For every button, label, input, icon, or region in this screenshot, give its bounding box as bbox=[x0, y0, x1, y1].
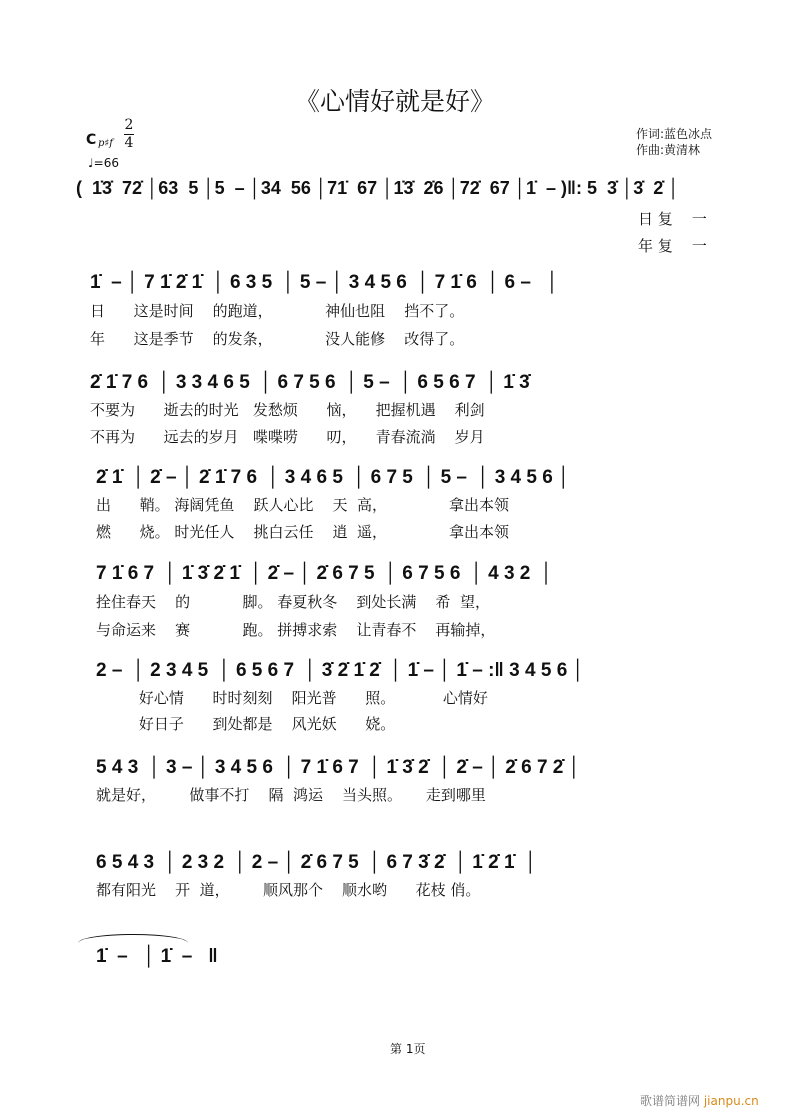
time-signature bbox=[124, 118, 134, 151]
lyrics-verse-1: 出 鞘。 海阔凭鱼 跃人心比 天 高， 拿出本领 bbox=[96, 496, 510, 514]
notes: ( 1̇3̇ 72̇ │63 5 │5 – │34 56 │71̇ 67 │1̇3̇ 2̇6 │72̇ 67 │1̇ – )‖: 5 3̇ │3̇ 2̇ │ bbox=[76, 178, 680, 198]
lyrics-verse-1: 都有阳光 开 道， 顺风那个 顺水哟 花枝 俏。 bbox=[96, 881, 481, 899]
key-annotation: p♯f bbox=[98, 138, 113, 149]
lyrics-verse-1: 拴住春天 的 脚。 春夏秋冬 到处长满 希 望， bbox=[96, 593, 490, 611]
key-signature: C bbox=[86, 132, 97, 148]
tempo-marking: ♩=66 bbox=[88, 156, 119, 170]
lyrics-verse-1: 就是好， 做事不打 隔 鸿运 当头照。 走到哪里 bbox=[96, 786, 486, 804]
lyrics-verse-2: 好日子 到处都是 风光妖 娆。 bbox=[96, 715, 396, 733]
tie-arc bbox=[78, 934, 188, 943]
notes: 6 5 4 3 │ 2 3 2 │ 2 – │ 2̇ 6 7 5 │ 6 7 3̇ 2̇ │ 1̇ 2̇ 1̇ │ bbox=[96, 852, 537, 873]
score-meta bbox=[86, 118, 156, 174]
lyrics-verse-1: 日 复 一 bbox=[638, 210, 707, 228]
notes: 7 1̇ 6 7 │ 1̇ 3̇ 2̇ 1̇ │ 2̇ – │ 2̇ 6 7 5 │ 6 7 5 6 │ 4 3 2 │ bbox=[96, 563, 553, 584]
lyrics-verse-1: 日 这是时间 的跑道， 神仙也阻 挡不了。 bbox=[90, 302, 465, 320]
notes: 2̇ 1̇ │ 2̇ – │ 2̇ 1̇ 7 6 │ 3 4 6 5 │ 6 7 5 │ 5 – │ 3 4 5 6 │ bbox=[96, 467, 570, 488]
time-signature-top: 2 bbox=[124, 117, 134, 133]
lyricist-credit: 作词:蓝色冰点 bbox=[636, 127, 713, 141]
watermark-en: jianpu.cn bbox=[703, 1094, 759, 1108]
lyrics-verse-2: 年 复 一 bbox=[638, 237, 707, 255]
lyrics-verse-2: 与命运来 赛 跑。 拼搏求索 让青春不 再输掉， bbox=[96, 621, 496, 639]
time-signature-bottom: 4 bbox=[124, 135, 134, 151]
notes: 1̇ – │ 7 1̇ 2̇ 1̇ │ 6 3 5 │ 5 – │ 3 4 5 6 │ 7 1̇ 6 │ 6 – │ bbox=[90, 272, 559, 293]
notes: 2 – │ 2 3 4 5 │ 6 5 6 7 │ 3̇ 2̇ 1̇ 2̇ │ 1̇ – │ 1̇ – :‖ 3 4 5 6 │ bbox=[96, 660, 585, 681]
lyrics-verse-2: 燃 烧。 时光任人 挑白云任 逍 遥， 拿出本领 bbox=[96, 523, 510, 541]
lyrics-verse-1: 不要为 逝去的时光 发愁烦 恼， 把握机遇 利剑 bbox=[90, 401, 485, 419]
watermark bbox=[640, 1092, 759, 1109]
notes: 5 4 3 │ 3 – │ 3 4 5 6 │ 7 1̇ 6 7 │ 1̇ 3̇ 2̇ │ 2̇ – │ 2̇ 6 7 2̇ │ bbox=[96, 757, 581, 778]
page-number: 第 1页 bbox=[390, 1042, 426, 1056]
notes: 2̇ 1̇ 7 6 │ 3 3 4 6 5 │ 6 7 5 6 │ 5 – │ 6 5 6 7 │ 1̇ 3̇ bbox=[90, 372, 530, 393]
watermark-cn: 歌谱简谱网 bbox=[640, 1094, 701, 1108]
notes: 1̇ – │ 1̇ – ‖ bbox=[96, 946, 218, 967]
credits bbox=[636, 126, 712, 158]
song-title: 《心情好就是好》 bbox=[294, 87, 495, 116]
lyrics-verse-2: 年 这是季节 的发条， 没人能修 改得了。 bbox=[90, 330, 465, 348]
lyrics-verse-1: 好心情 时时刻刻 阳光普 照。 心情好 bbox=[96, 689, 488, 707]
lyrics-verse-2: 不再为 远去的岁月 喋喋唠 叨， 青春流淌 岁月 bbox=[90, 428, 485, 446]
composer-credit: 作曲:黄清林 bbox=[636, 143, 701, 157]
